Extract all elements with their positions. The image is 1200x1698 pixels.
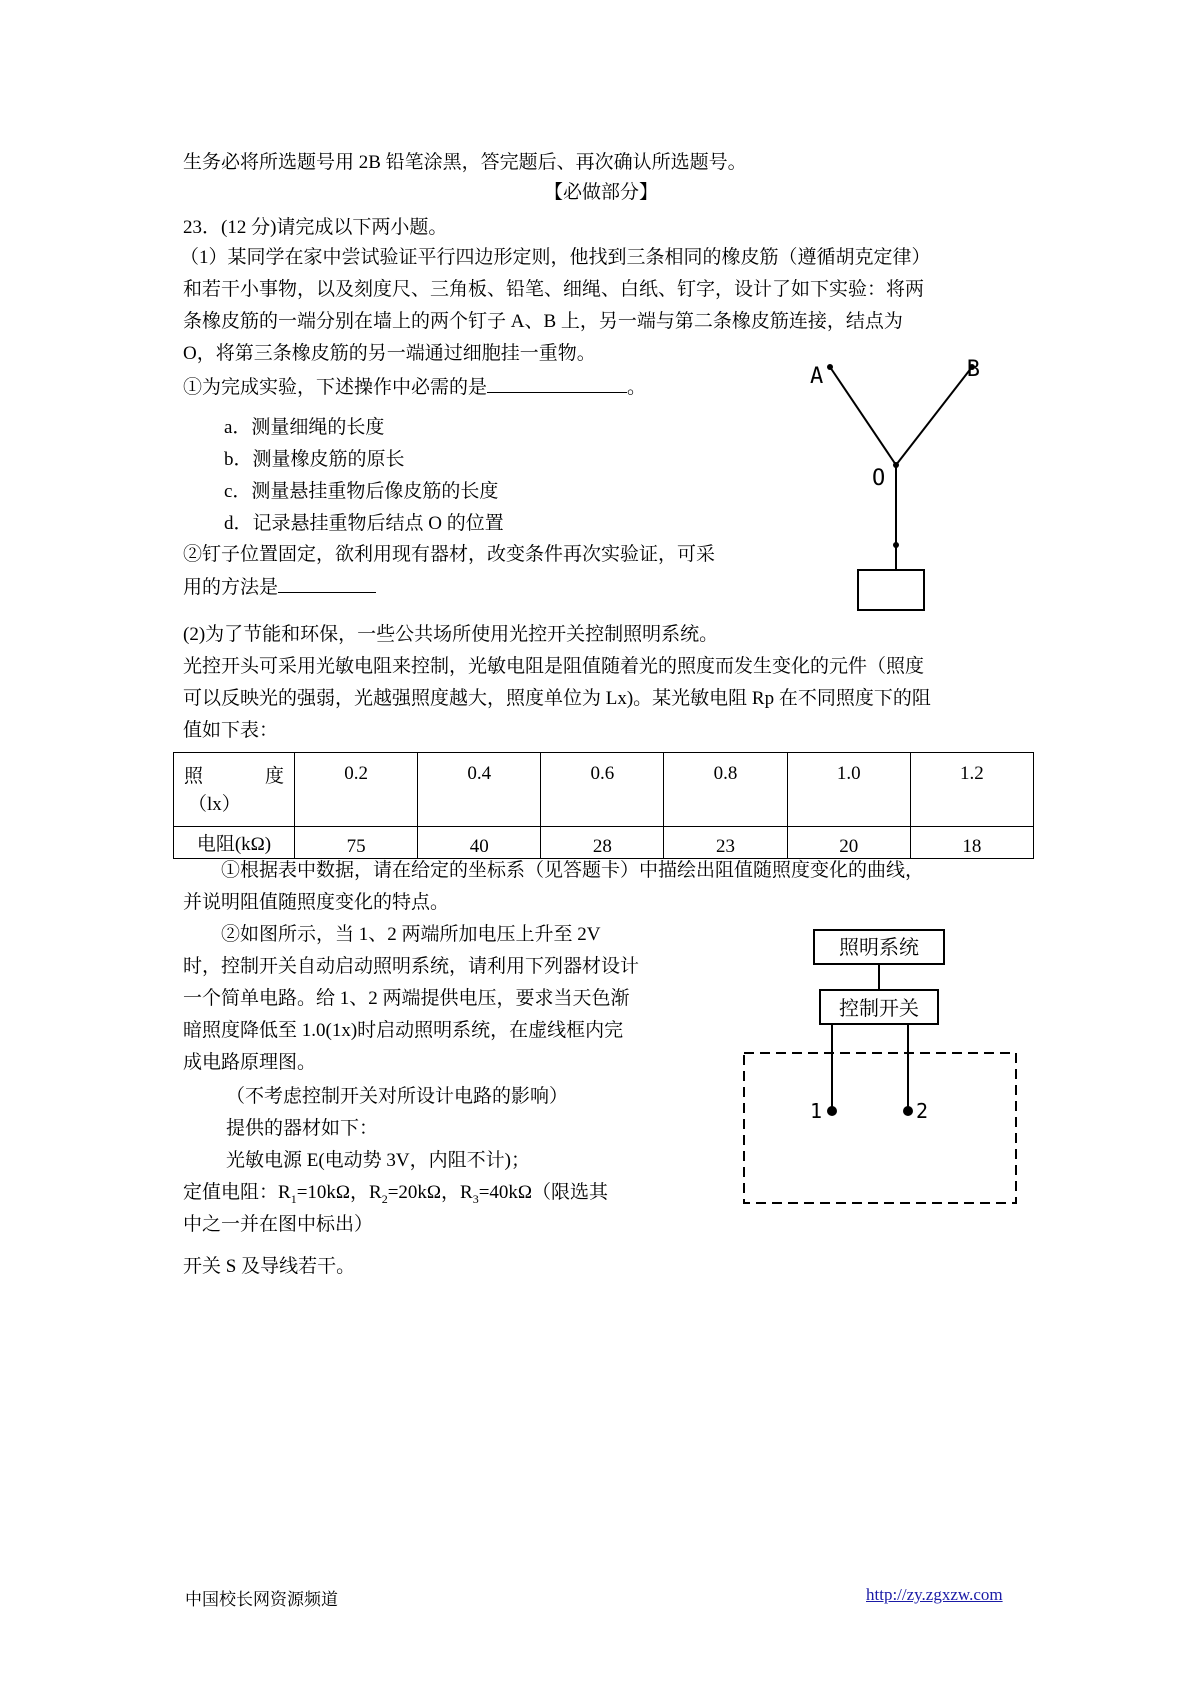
answer-blank — [487, 374, 627, 393]
label-o: O — [872, 466, 886, 491]
table-cell: 40 — [418, 827, 541, 859]
cell-text: （lx） — [188, 794, 241, 815]
text-part: =40kΩ（限选其 — [478, 1182, 609, 1203]
table-cell: 28 — [541, 827, 664, 859]
footer-source: 中国校长网资源频道 — [185, 1590, 338, 1609]
table-cell: 23 — [664, 827, 787, 859]
band-b — [896, 367, 972, 465]
option-d: d．记录悬挂重物后结点 O 的位置 — [224, 513, 504, 534]
question-number: 23．(12 分)请完成以下两小题。 — [183, 217, 448, 238]
table-row — [174, 827, 1034, 859]
table-cell: 1.0 — [787, 753, 910, 827]
terminal-1 — [827, 1106, 837, 1116]
table-row — [174, 753, 1034, 827]
terminal-1-label: 1 — [810, 1099, 823, 1123]
table-cell: 18 — [910, 827, 1033, 859]
text-part: =20kΩ，R — [387, 1182, 473, 1203]
text-line: 成电路原理图。 — [183, 1052, 317, 1073]
text-line — [183, 1180, 608, 1212]
text-part: 定值电阻：R — [183, 1182, 291, 1203]
text-line: 条橡皮筋的一端分别在墙上的两个钉子 A、B 上，另一端与第二条橡皮筋连接，结点为 — [183, 311, 903, 332]
subscript: 3 — [472, 1191, 479, 1206]
weight-box — [858, 570, 924, 610]
resistance-table — [173, 752, 1034, 859]
table-cell: 0.2 — [295, 753, 418, 827]
knot-o — [893, 462, 899, 468]
text-line: 光敏电源 E(电动势 3V，内阻不计)； — [226, 1150, 530, 1171]
dashed-design-area — [744, 1053, 1016, 1203]
terminal-2-label: 2 — [916, 1099, 929, 1123]
text-line: ②如图所示，当 1、2 两端所加电压上升至 2V — [221, 924, 601, 945]
rubber-band-diagram — [800, 355, 980, 615]
text-line: 并说明阻值随照度变化的特点。 — [183, 892, 450, 913]
control-switch-label: 控制开关 — [839, 996, 919, 1020]
terminal-2 — [903, 1106, 913, 1116]
answer-blank — [278, 574, 376, 593]
cell-text: 照 — [184, 766, 204, 787]
text-line: ②钉子位置固定，欲利用现有器材，改变条件再次实验证，可采 — [183, 544, 716, 565]
nail-a — [827, 364, 833, 370]
table-cell: 20 — [787, 827, 910, 859]
footer-link[interactable]: http://zy.zgxzw.com — [866, 1585, 1003, 1604]
question-text: 用的方法是 — [183, 577, 279, 598]
text-line: 生务必将所选题号用 2B 铅笔涂黑，答完题后、再次确认所选题号。 — [183, 152, 747, 173]
band-a — [830, 367, 896, 465]
text-line: （1）某同学在家中尝试验证平行四边形定则，他找到三条相同的橡皮筋（遵循胡克定律） — [180, 247, 931, 268]
text-line: 和若干小事物，以及刻度尺、三角板、铅笔、细绳、白纸、钉字，设计了如下实验：将两 — [183, 279, 925, 300]
text-line: 光控开头可采用光敏电阻来控制，光敏电阻是阻值随着光的照度而发生变化的元件（照度 — [183, 656, 925, 677]
text-line: 时，控制开关自动启动照明系统，请利用下列器材设计 — [183, 956, 640, 977]
question-item — [183, 374, 646, 401]
text-line: 开关 S 及导线若干。 — [183, 1256, 356, 1277]
text-line: 值如下表： — [183, 720, 279, 741]
text-line: 中之一并在图中标出） — [183, 1214, 374, 1235]
text-line: (2)为了节能和环保，一些公共场所使用光控开关控制照明系统。 — [183, 624, 719, 645]
question-text: ①为完成实验，下述操作中必需的是 — [183, 377, 488, 398]
text-line: ①根据表中数据，请在给定的坐标系（见答题卡）中描绘出阻值随照度变化的曲线， — [221, 860, 925, 881]
text-part: =10kΩ，R — [296, 1182, 382, 1203]
text-line: 一个简单电路。给 1、2 两端提供电压，要求当天色渐 — [183, 988, 630, 1009]
cell-text: 度 — [264, 766, 284, 787]
question-end: 。 — [627, 377, 647, 398]
section-heading: 【必做部分】 — [544, 182, 659, 203]
text-line: 提供的器材如下： — [226, 1118, 379, 1139]
option-a: a．测量细绳的长度 — [224, 417, 385, 438]
text-line: 暗照度降低至 1.0(1x)时启动照明系统，在虚线框内完 — [183, 1020, 624, 1041]
lighting-system-label: 照明系统 — [839, 935, 919, 959]
question-item — [183, 574, 376, 601]
label-b: B — [966, 357, 980, 382]
control-circuit-diagram — [720, 900, 1040, 1230]
subscript: 2 — [381, 1191, 388, 1206]
table-cell: 0.8 — [664, 753, 787, 827]
subscript: 1 — [290, 1191, 297, 1206]
option-c: c．测量悬挂重物后像皮筋的长度 — [224, 481, 499, 502]
table-cell: 1.2 — [910, 753, 1033, 827]
hook-point — [893, 542, 899, 548]
text-line: O，将第三条橡皮筋的另一端通过细胞挂一重物。 — [183, 343, 596, 364]
text-line: （不考虑控制开关对所设计电路的影响） — [226, 1086, 569, 1107]
table-cell: 75 — [295, 827, 418, 859]
table-cell: 0.4 — [418, 753, 541, 827]
label-a: A — [810, 364, 824, 389]
option-b: b．测量橡皮筋的原长 — [224, 449, 405, 470]
table-header-resistance: 电阻(kΩ) — [174, 827, 295, 859]
text-line: 可以反映光的强弱，光越强照度越大，照度单位为 Lx)。某光敏电阻 Rp 在不同照度下的阻 — [183, 688, 931, 709]
table-cell: 0.6 — [541, 753, 664, 827]
table-header-illuminance — [174, 753, 295, 827]
